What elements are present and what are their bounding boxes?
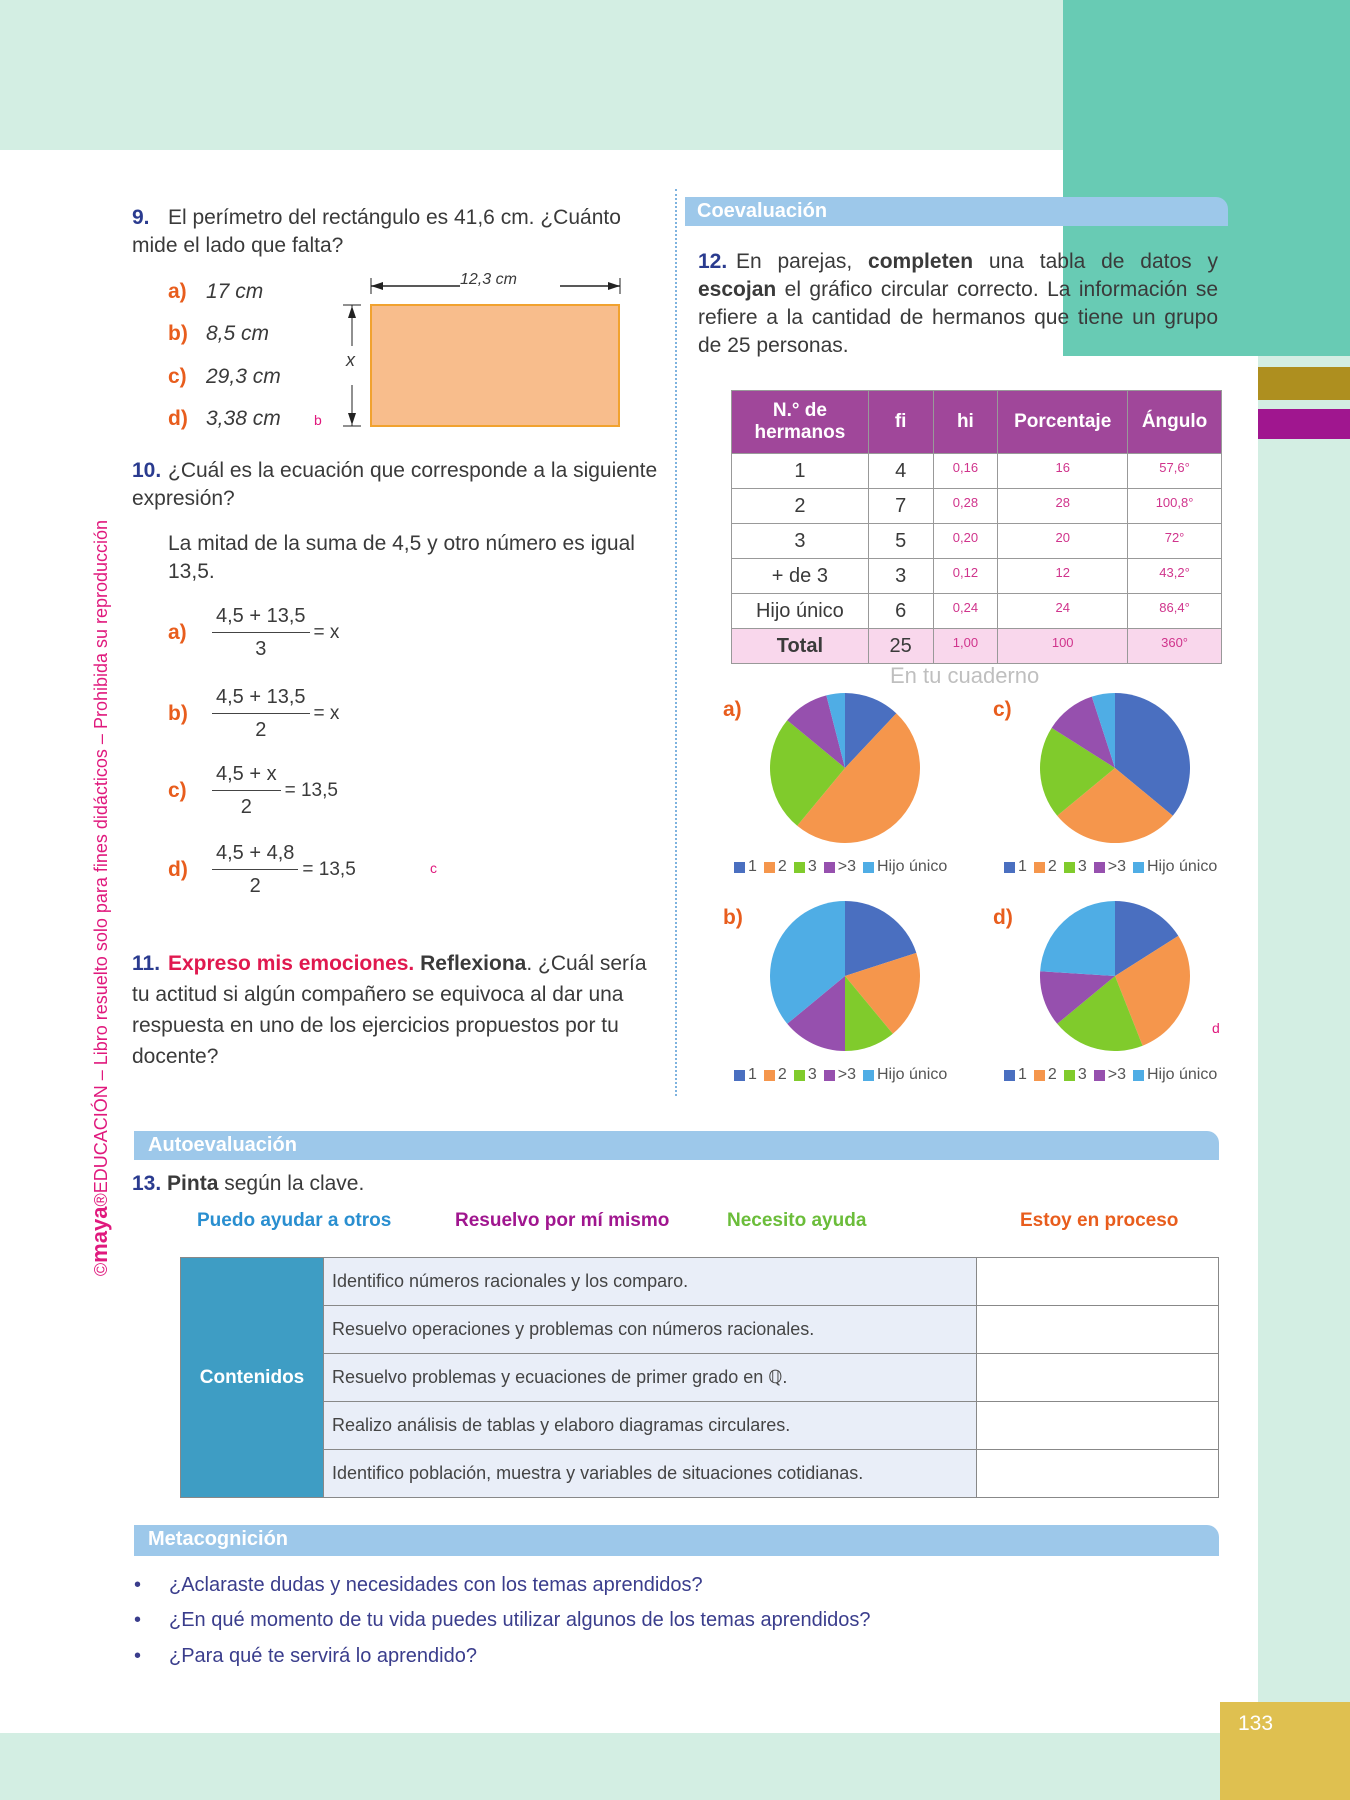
option-letter: d) bbox=[168, 407, 188, 430]
q11-statement: 11. Expreso mis emociones. Reflexiona. ¿Cuál sería tu actitud si algún compañero se equivoca al dar una respuesta en uno de los ejercicios propuestos por tu docente? bbox=[132, 952, 647, 1068]
equation-rhs: = x bbox=[313, 621, 340, 643]
pie-chart bbox=[770, 901, 920, 1051]
q10-answer: c bbox=[430, 860, 437, 876]
legend-label: >3 bbox=[837, 1066, 856, 1083]
total-cell: 25 bbox=[868, 629, 933, 664]
table-cell: 12 bbox=[998, 559, 1128, 594]
legend-swatch bbox=[734, 862, 745, 873]
equation-rhs: = x bbox=[313, 702, 340, 724]
legend-label: 2 bbox=[1047, 1066, 1057, 1083]
legend-swatch bbox=[1034, 862, 1045, 873]
option-letter: a) bbox=[168, 620, 187, 644]
rectangle-figure bbox=[340, 270, 630, 435]
content-item: Realizo análisis de tablas y elaboro diagramas circulares. bbox=[324, 1402, 977, 1450]
legend-swatch bbox=[1004, 862, 1015, 873]
pie-chart bbox=[770, 693, 920, 843]
legend-swatch bbox=[1064, 862, 1075, 873]
legend-label: Hijo único bbox=[876, 858, 948, 875]
numerator: 4,5 + x bbox=[212, 760, 281, 791]
width-label: 12,3 cm bbox=[460, 271, 517, 288]
legend-label: 2 bbox=[777, 1066, 787, 1083]
watermark: En tu cuaderno bbox=[890, 663, 1040, 688]
legend-label: 1 bbox=[1018, 858, 1027, 875]
legend-swatch bbox=[1133, 1070, 1144, 1081]
q10-option bbox=[168, 683, 339, 744]
right-strip bbox=[1258, 356, 1350, 1800]
table-cell: 3 bbox=[868, 559, 933, 594]
legend-label: 2 bbox=[777, 858, 787, 875]
equation-rhs: = 13,5 bbox=[284, 779, 338, 801]
paint-cell[interactable] bbox=[977, 1402, 1219, 1450]
denominator: 2 bbox=[249, 875, 261, 897]
total-row bbox=[732, 629, 1222, 664]
legend-swatch bbox=[824, 1070, 835, 1081]
bullet-icon: • bbox=[134, 1574, 142, 1596]
legend-label: Hijo único bbox=[1146, 858, 1218, 875]
bullet-icon: • bbox=[134, 1645, 142, 1667]
numerator: 4,5 + 13,5 bbox=[212, 602, 310, 633]
metacognicion-header: Metacognición bbox=[134, 1525, 1219, 1556]
meta-question bbox=[134, 1574, 703, 1597]
total-cell: 100 bbox=[998, 629, 1128, 664]
q10-option bbox=[168, 839, 356, 900]
denominator: 2 bbox=[255, 719, 267, 741]
legend-label: >3 bbox=[1107, 1066, 1126, 1083]
option-letter: c) bbox=[168, 365, 187, 388]
option-value: 8,5 cm bbox=[206, 322, 270, 345]
key-label: Necesito ayuda bbox=[727, 1210, 867, 1231]
total-cell: 1,00 bbox=[933, 629, 998, 664]
pie-label[interactable]: c) bbox=[993, 698, 1012, 721]
option-value: 3,38 cm bbox=[206, 407, 281, 430]
legend-swatch bbox=[1064, 1070, 1075, 1081]
table-cell: 5 bbox=[868, 524, 933, 559]
q10-option bbox=[168, 760, 338, 821]
table-cell: 0,28 bbox=[933, 489, 998, 524]
numerator: 4,5 + 13,5 bbox=[212, 683, 310, 714]
legend-label: >3 bbox=[1107, 858, 1126, 875]
table-row bbox=[732, 594, 1222, 629]
paint-cell[interactable] bbox=[977, 1450, 1219, 1498]
table-cell: 2 bbox=[732, 489, 869, 524]
option-letter: c) bbox=[168, 778, 187, 802]
table-row bbox=[181, 1354, 1219, 1402]
table-row bbox=[181, 1306, 1219, 1354]
pie-legend bbox=[1000, 858, 1217, 876]
pie-chart bbox=[1040, 901, 1190, 1051]
legend-label: 1 bbox=[748, 858, 757, 875]
legend-label: 2 bbox=[1047, 858, 1057, 875]
table-cell: 1 bbox=[732, 454, 869, 489]
row-header: Contenidos bbox=[181, 1258, 324, 1498]
content-item: Resuelvo problemas y ecuaciones de primer grado en ℚ. bbox=[324, 1354, 977, 1402]
table-cell: 57,6° bbox=[1128, 454, 1222, 489]
total-cell: 360° bbox=[1128, 629, 1222, 664]
legend-label: 3 bbox=[1077, 858, 1087, 875]
table-cell: 43,2° bbox=[1128, 559, 1222, 594]
paint-cell[interactable] bbox=[977, 1354, 1219, 1402]
table-cell: 72° bbox=[1128, 524, 1222, 559]
legend-swatch bbox=[734, 1070, 745, 1081]
numerator: 4,5 + 4,8 bbox=[212, 839, 298, 870]
column-divider bbox=[675, 189, 677, 1096]
question-text: ¿En qué momento de tu vida puedes utilizar algunos de los temas aprendidos? bbox=[169, 1609, 871, 1631]
option-letter: b) bbox=[168, 322, 188, 345]
q13-statement: 13. Pinta según la clave. bbox=[132, 1172, 365, 1195]
table-cell: Hijo único bbox=[732, 594, 869, 629]
fraction bbox=[212, 602, 310, 663]
legend-swatch bbox=[764, 1070, 775, 1081]
denominator: 2 bbox=[240, 796, 252, 818]
table-cell: 4 bbox=[868, 454, 933, 489]
pie-legend bbox=[730, 858, 947, 876]
pie-chart bbox=[1040, 693, 1190, 843]
key-label: Resuelvo por mí mismo bbox=[455, 1210, 670, 1231]
key-label: Puedo ayudar a otros bbox=[197, 1210, 392, 1231]
legend-label: Hijo único bbox=[1146, 1066, 1218, 1083]
legend-swatch bbox=[1004, 1070, 1015, 1081]
legend-swatch bbox=[1034, 1070, 1045, 1081]
table-cell: 6 bbox=[868, 594, 933, 629]
frequency-table bbox=[731, 390, 1222, 664]
table-row bbox=[181, 1450, 1219, 1498]
legend-label: 1 bbox=[1018, 1066, 1027, 1083]
q9-option bbox=[168, 363, 281, 391]
legend-label: >3 bbox=[837, 858, 856, 875]
legend-label: 3 bbox=[1077, 1066, 1087, 1083]
pie-label[interactable]: d) bbox=[993, 906, 1013, 929]
pie-slice-5 bbox=[1040, 901, 1115, 976]
paint-cell[interactable] bbox=[977, 1306, 1219, 1354]
table-cell: 0,20 bbox=[933, 524, 998, 559]
column-header: Porcentaje bbox=[998, 391, 1128, 454]
table-row bbox=[181, 1258, 1219, 1306]
q10-expression: La mitad de la suma de 4,5 y otro número es igual 13,5. bbox=[168, 532, 635, 583]
pie-legend bbox=[1000, 1066, 1217, 1084]
content-item: Resuelvo operaciones y problemas con números racionales. bbox=[324, 1306, 977, 1354]
legend-swatch bbox=[863, 1070, 874, 1081]
table-row bbox=[732, 559, 1222, 594]
q9-option bbox=[168, 405, 281, 433]
legend-label: 3 bbox=[807, 858, 817, 875]
option-letter: b) bbox=[168, 701, 188, 725]
legend-label: 3 bbox=[807, 1066, 817, 1083]
bullet-icon: • bbox=[134, 1609, 142, 1631]
table-cell: 0,12 bbox=[933, 559, 998, 594]
key-label: Estoy en proceso bbox=[1020, 1210, 1179, 1231]
coevaluacion-header: Coevaluación bbox=[685, 197, 1228, 226]
meta-question bbox=[134, 1609, 871, 1632]
pie-label[interactable]: b) bbox=[723, 906, 743, 929]
question-text: ¿Para qué te servirá lo aprendido? bbox=[169, 1645, 477, 1667]
legend-label: 1 bbox=[748, 1066, 757, 1083]
table-row bbox=[181, 1402, 1219, 1450]
table-row bbox=[732, 454, 1222, 489]
q9-option bbox=[168, 320, 269, 348]
bottom-band bbox=[0, 1733, 1350, 1800]
table-row bbox=[732, 489, 1222, 524]
pie-label[interactable]: a) bbox=[723, 698, 742, 721]
q10-option bbox=[168, 602, 339, 663]
legend-swatch bbox=[824, 862, 835, 873]
legend-swatch bbox=[794, 1070, 805, 1081]
table-cell: 24 bbox=[998, 594, 1128, 629]
legend-swatch bbox=[1133, 862, 1144, 873]
column-header: N.° de hermanos bbox=[732, 391, 869, 454]
paint-cell[interactable] bbox=[977, 1258, 1219, 1306]
q12-answer: d bbox=[1212, 1020, 1220, 1036]
table-cell: 100,8° bbox=[1128, 489, 1222, 524]
question-text: ¿Aclaraste dudas y necesidades con los temas aprendidos? bbox=[169, 1574, 703, 1596]
magenta-tab bbox=[1258, 409, 1350, 439]
table-cell: 86,4° bbox=[1128, 594, 1222, 629]
fraction bbox=[212, 760, 281, 821]
legend-swatch bbox=[794, 862, 805, 873]
legend-swatch bbox=[764, 862, 775, 873]
table-cell: 20 bbox=[998, 524, 1128, 559]
denominator: 3 bbox=[255, 638, 267, 660]
legend-swatch bbox=[1094, 862, 1105, 873]
fraction bbox=[212, 683, 310, 744]
table-row bbox=[732, 524, 1222, 559]
content-item: Identifico población, muestra y variables de situaciones cotidianas. bbox=[324, 1450, 977, 1498]
fraction bbox=[212, 839, 298, 900]
self-eval-table bbox=[180, 1257, 1219, 1498]
equation-rhs: = 13,5 bbox=[302, 858, 356, 880]
column-header: fi bbox=[868, 391, 933, 454]
table-cell: 7 bbox=[868, 489, 933, 524]
q10-statement: 10. ¿Cuál es la ecuación que corresponde a la siguiente expresión? bbox=[132, 459, 658, 510]
q9-answer: b bbox=[314, 412, 322, 428]
olive-tab bbox=[1258, 367, 1350, 400]
q9-statement: 9. El perímetro del rectángulo es 41,6 cm. ¿Cuánto mide el lado que falta? bbox=[132, 206, 621, 257]
q9-option bbox=[168, 278, 263, 306]
table-cell: 0,24 bbox=[933, 594, 998, 629]
option-value: 29,3 cm bbox=[206, 365, 281, 388]
option-value: 17 cm bbox=[206, 280, 264, 303]
autoevaluacion-header: Autoevaluación bbox=[134, 1131, 1219, 1160]
total-cell: Total bbox=[732, 629, 869, 664]
table-cell: + de 3 bbox=[732, 559, 869, 594]
column-header: Ángulo bbox=[1128, 391, 1222, 454]
side-copyright: ©maya®EDUCACIÓN – Libro resuelto solo para fines didácticos – Prohibida su reproducción bbox=[87, 519, 112, 1277]
table-cell: 16 bbox=[998, 454, 1128, 489]
pie-legend bbox=[730, 1066, 947, 1084]
legend-swatch bbox=[863, 862, 874, 873]
q12-statement: 12. En parejas, completen una tabla de datos y escojan el gráfico circular correcto. La información se refiere a la cantidad de hermanos que tiene un grupo de 25 personas. bbox=[698, 250, 1218, 357]
height-label: x bbox=[346, 350, 355, 370]
meta-question bbox=[134, 1645, 477, 1668]
option-letter: d) bbox=[168, 857, 188, 881]
legend-swatch bbox=[1094, 1070, 1105, 1081]
page-number: 133 bbox=[1220, 1702, 1350, 1800]
option-letter: a) bbox=[168, 280, 187, 303]
table-cell: 28 bbox=[998, 489, 1128, 524]
table-cell: 0,16 bbox=[933, 454, 998, 489]
column-header: hi bbox=[933, 391, 998, 454]
legend-label: Hijo único bbox=[876, 1066, 948, 1083]
content-item: Identifico números racionales y los comparo. bbox=[324, 1258, 977, 1306]
table-cell: 3 bbox=[732, 524, 869, 559]
